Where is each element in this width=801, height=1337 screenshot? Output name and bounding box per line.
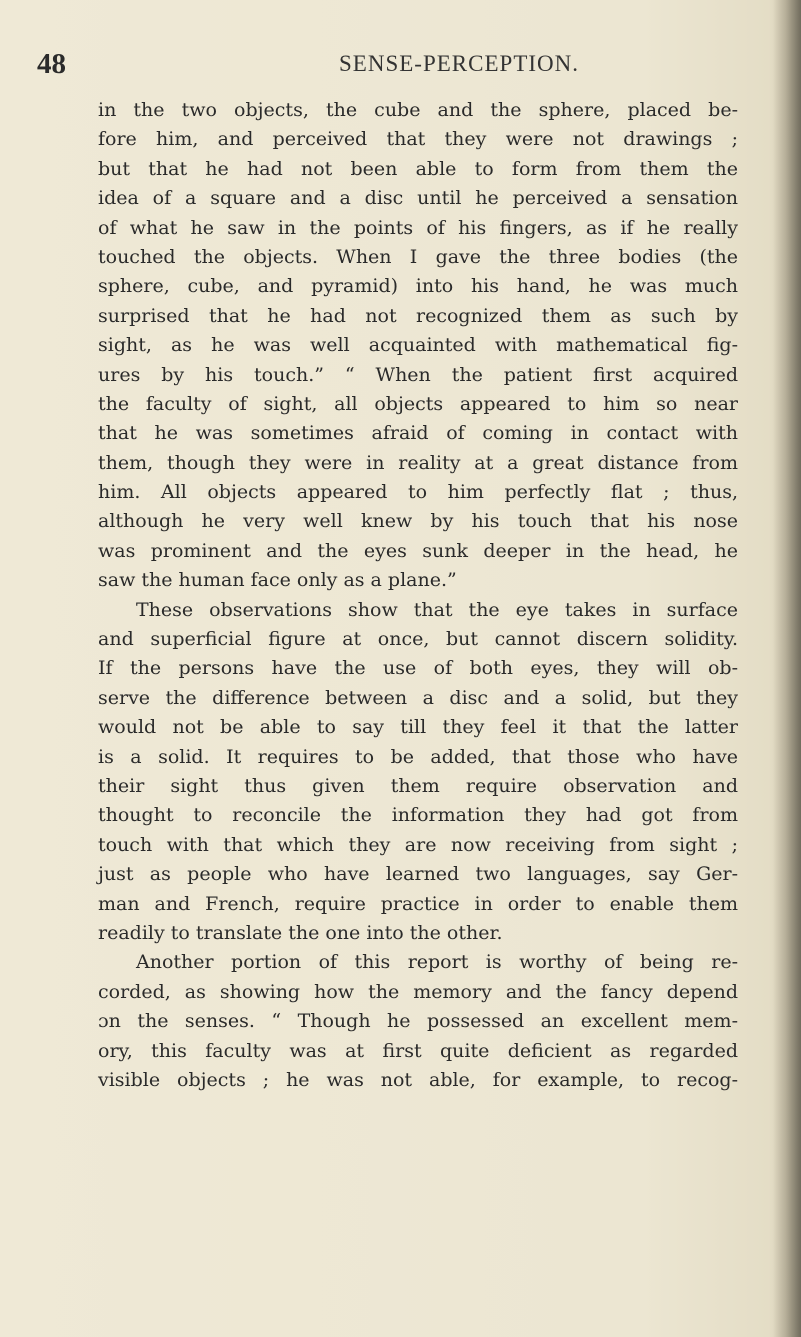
body-text	[98, 96, 738, 1095]
text-line: of what he saw in the points of his fingers, as if he really	[98, 216, 738, 239]
text-line: is a solid. It requires to be added, that those who have	[98, 745, 738, 768]
text-line: idea of a square and a disc until he perceived a sensation	[98, 187, 738, 210]
text-line: surprised that he had not recognized them as such by	[98, 304, 738, 327]
text-line: corded, as showing how the memory and the fancy depend	[98, 980, 738, 1003]
text-line: These observations show that the eye takes in surface	[136, 598, 738, 621]
text-line: but that he had not been able to form from them the	[98, 157, 738, 180]
text-line: ory, this faculty was at first quite deficient as regarded	[98, 1039, 738, 1062]
text-line: sphere, cube, and pyramid) into his hand, he was much	[98, 275, 738, 298]
text-line: ɔn the senses. “ Though he possessed an excellent mem-	[98, 1010, 738, 1033]
text-line: in the two objects, the cube and the sphere, placed be-	[98, 99, 738, 121]
text-line: the faculty of sight, all objects appeared to him so near	[98, 392, 738, 415]
text-line: sight, as he was well acquainted with mathematical fig-	[98, 334, 738, 357]
text-line: visible objects ; he was not able, for example, to recog-	[98, 1068, 738, 1091]
text-line: and superficial figure at once, but cannot discern solidity.	[98, 628, 738, 651]
text-line: their sight thus given them require observation and	[98, 774, 738, 797]
text-line: thought to reconcile the information they had got from	[98, 804, 738, 827]
text-line: man and French, require practice in order to enable them	[98, 892, 738, 915]
text-line: although he very well knew by his touch that his nose	[98, 510, 738, 533]
text-line: just as people who have learned two languages, say Ger-	[98, 863, 738, 886]
text-line: serve the difference between a disc and a solid, but they	[98, 686, 738, 709]
text-line: them, though they were in reality at a great distance from	[98, 451, 738, 474]
text-line: readily to translate the one into the other.	[98, 921, 503, 944]
text-line: If the persons have the use of both eyes, they will ob-	[98, 657, 738, 680]
page-edge-shadow	[773, 0, 801, 1337]
text-line: ures by his touch.” “ When the patient first acquired	[98, 363, 738, 386]
text-line: saw the human face only as a plane.”	[98, 569, 457, 592]
text-line: Another portion of this report is worthy of being re-	[136, 951, 738, 974]
page-number: 48	[37, 48, 66, 80]
running-title: SENSE-PERCEPTION.	[339, 51, 579, 76]
text-line: was prominent and the eyes sunk deeper in the head, he	[98, 539, 738, 562]
text-line: him. All objects appeared to him perfectly flat ; thus,	[98, 481, 738, 504]
page-header	[37, 44, 751, 84]
text-line: would not be able to say till they feel it that the latter	[98, 716, 738, 739]
text-line: touch with that which they are now receiving from sight ;	[98, 833, 738, 856]
text-line: touched the objects. When I gave the three bodies (the	[98, 245, 738, 268]
text-line: that he was sometimes afraid of coming in contact with	[98, 422, 738, 445]
text-line: fore him, and perceived that they were not drawings ;	[98, 128, 738, 151]
